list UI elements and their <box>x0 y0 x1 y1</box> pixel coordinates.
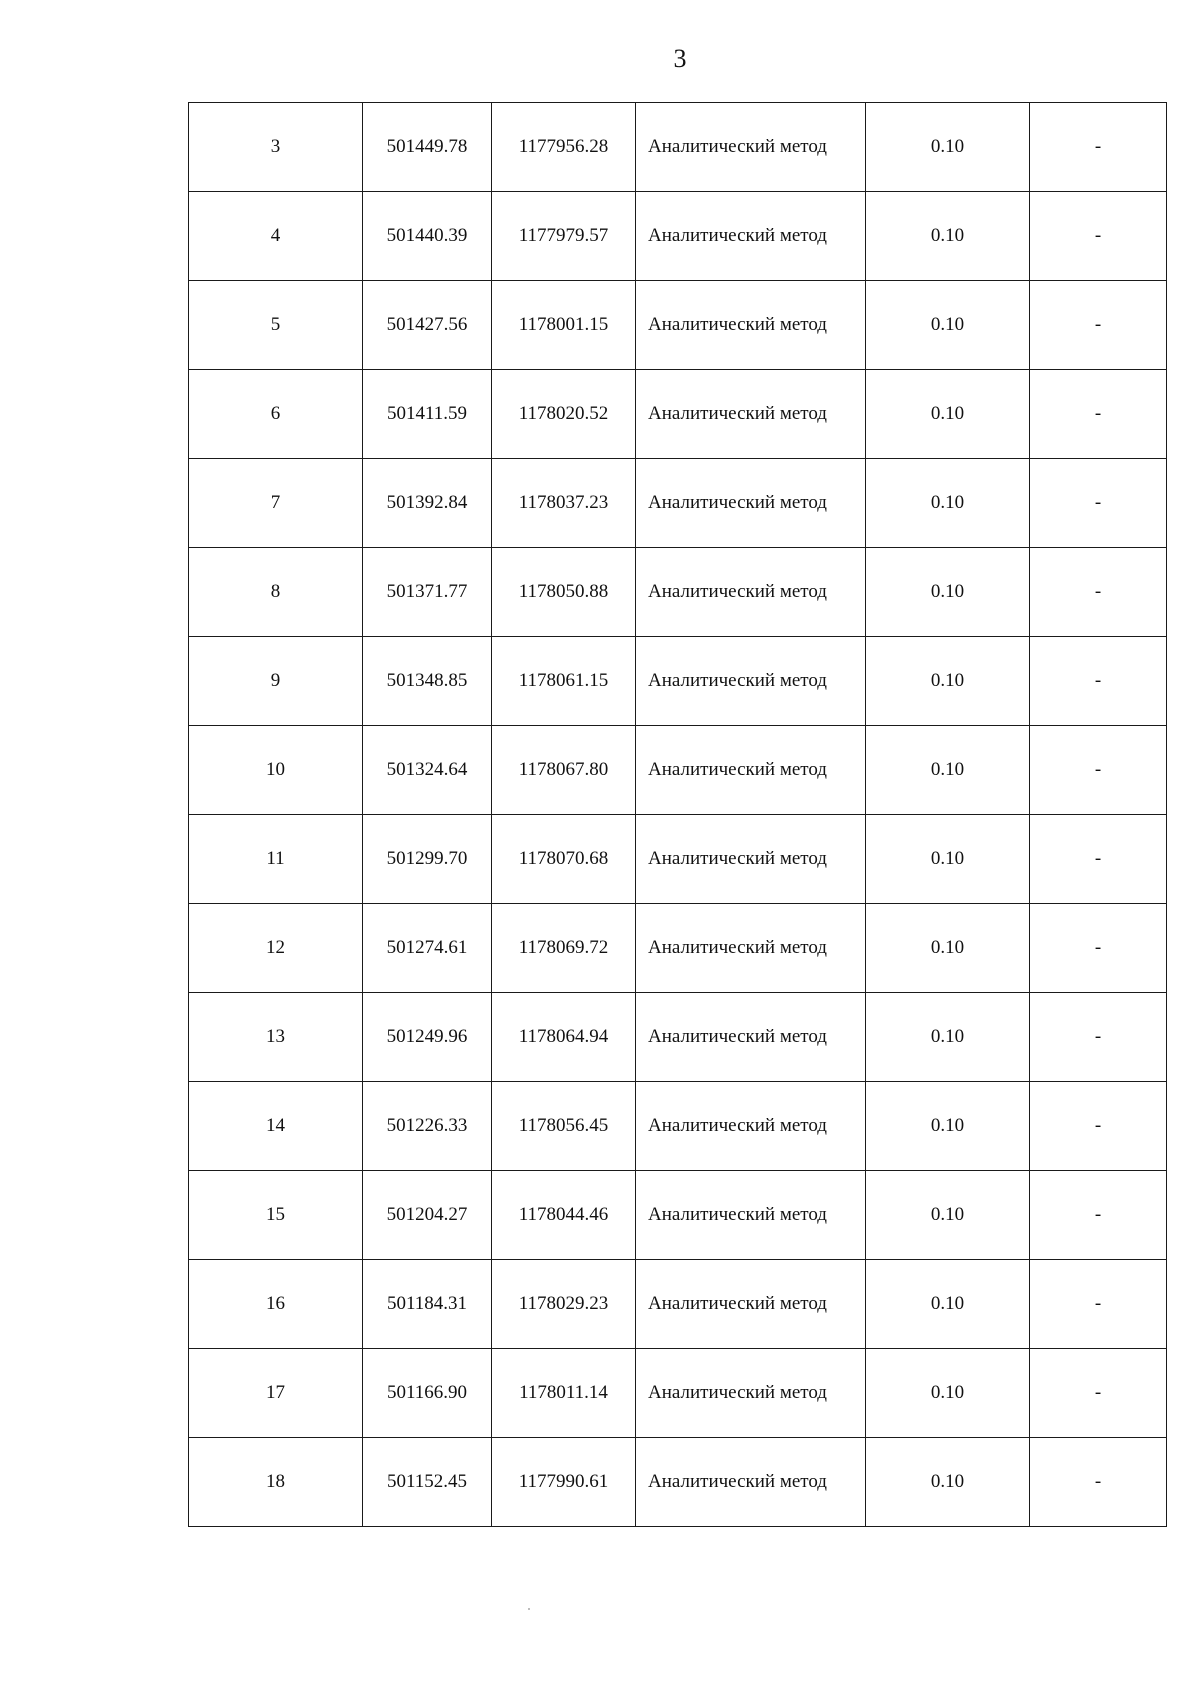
accuracy-cell: 0.10 <box>866 815 1030 904</box>
accuracy-cell: 0.10 <box>866 1438 1030 1527</box>
accuracy-cell: 0.10 <box>866 370 1030 459</box>
method-cell: Аналитический метод <box>636 637 866 726</box>
y-coordinate-cell: 1178029.23 <box>492 1260 636 1349</box>
note-cell: - <box>1030 370 1167 459</box>
y-coordinate-cell: 1178064.94 <box>492 993 636 1082</box>
note-cell: - <box>1030 281 1167 370</box>
table-row <box>189 1171 1167 1260</box>
table-row <box>189 103 1167 192</box>
y-coordinate-cell: 1177956.28 <box>492 103 636 192</box>
point-number-cell: 14 <box>189 1082 363 1171</box>
x-coordinate-cell: 501348.85 <box>363 637 492 726</box>
x-coordinate-cell: 501392.84 <box>363 459 492 548</box>
table-row <box>189 904 1167 993</box>
y-coordinate-cell: 1177979.57 <box>492 192 636 281</box>
x-coordinate-cell: 501184.31 <box>363 1260 492 1349</box>
x-coordinate-cell: 501371.77 <box>363 548 492 637</box>
x-coordinate-cell: 501204.27 <box>363 1171 492 1260</box>
table-row <box>189 370 1167 459</box>
point-number-cell: 12 <box>189 904 363 993</box>
table-row <box>189 548 1167 637</box>
method-cell: Аналитический метод <box>636 815 866 904</box>
y-coordinate-cell: 1178020.52 <box>492 370 636 459</box>
coordinates-table <box>188 102 1167 1527</box>
accuracy-cell: 0.10 <box>866 192 1030 281</box>
table-row <box>189 281 1167 370</box>
note-cell: - <box>1030 726 1167 815</box>
y-coordinate-cell: 1178037.23 <box>492 459 636 548</box>
point-number-cell: 10 <box>189 726 363 815</box>
table-row <box>189 192 1167 281</box>
table-row <box>189 1082 1167 1171</box>
point-number-cell: 18 <box>189 1438 363 1527</box>
y-coordinate-cell: 1178001.15 <box>492 281 636 370</box>
accuracy-cell: 0.10 <box>866 993 1030 1082</box>
x-coordinate-cell: 501449.78 <box>363 103 492 192</box>
coordinates-table-body <box>189 103 1167 1527</box>
method-cell: Аналитический метод <box>636 726 866 815</box>
accuracy-cell: 0.10 <box>866 103 1030 192</box>
accuracy-cell: 0.10 <box>866 726 1030 815</box>
note-cell: - <box>1030 1260 1167 1349</box>
point-number-cell: 5 <box>189 281 363 370</box>
x-coordinate-cell: 501299.70 <box>363 815 492 904</box>
x-coordinate-cell: 501274.61 <box>363 904 492 993</box>
y-coordinate-cell: 1178050.88 <box>492 548 636 637</box>
point-number-cell: 7 <box>189 459 363 548</box>
point-number-cell: 9 <box>189 637 363 726</box>
point-number-cell: 15 <box>189 1171 363 1260</box>
point-number-cell: 8 <box>189 548 363 637</box>
x-coordinate-cell: 501249.96 <box>363 993 492 1082</box>
method-cell: Аналитический метод <box>636 370 866 459</box>
accuracy-cell: 0.10 <box>866 1082 1030 1171</box>
y-coordinate-cell: 1178069.72 <box>492 904 636 993</box>
accuracy-cell: 0.10 <box>866 1171 1030 1260</box>
note-cell: - <box>1030 1171 1167 1260</box>
table-row <box>189 1349 1167 1438</box>
y-coordinate-cell: 1178044.46 <box>492 1171 636 1260</box>
table-row <box>189 637 1167 726</box>
point-number-cell: 16 <box>189 1260 363 1349</box>
page-number-label: 3 <box>673 44 687 73</box>
method-cell: Аналитический метод <box>636 993 866 1082</box>
y-coordinate-cell: 1178070.68 <box>492 815 636 904</box>
note-cell: - <box>1030 993 1167 1082</box>
accuracy-cell: 0.10 <box>866 548 1030 637</box>
accuracy-cell: 0.10 <box>866 459 1030 548</box>
point-number-cell: 3 <box>189 103 363 192</box>
point-number-cell: 13 <box>189 993 363 1082</box>
table-row <box>189 1438 1167 1527</box>
x-coordinate-cell: 501324.64 <box>363 726 492 815</box>
note-cell: - <box>1030 815 1167 904</box>
x-coordinate-cell: 501411.59 <box>363 370 492 459</box>
accuracy-cell: 0.10 <box>866 904 1030 993</box>
accuracy-cell: 0.10 <box>866 281 1030 370</box>
scan-speck <box>528 1608 530 1610</box>
point-number-cell: 4 <box>189 192 363 281</box>
x-coordinate-cell: 501152.45 <box>363 1438 492 1527</box>
y-coordinate-cell: 1178056.45 <box>492 1082 636 1171</box>
page-number <box>0 44 1200 74</box>
method-cell: Аналитический метод <box>636 1438 866 1527</box>
point-number-cell: 6 <box>189 370 363 459</box>
note-cell: - <box>1030 1349 1167 1438</box>
table-row <box>189 815 1167 904</box>
note-cell: - <box>1030 192 1167 281</box>
method-cell: Аналитический метод <box>636 904 866 993</box>
y-coordinate-cell: 1177990.61 <box>492 1438 636 1527</box>
x-coordinate-cell: 501226.33 <box>363 1082 492 1171</box>
note-cell: - <box>1030 637 1167 726</box>
method-cell: Аналитический метод <box>636 1349 866 1438</box>
method-cell: Аналитический метод <box>636 1082 866 1171</box>
accuracy-cell: 0.10 <box>866 1260 1030 1349</box>
method-cell: Аналитический метод <box>636 1171 866 1260</box>
x-coordinate-cell: 501427.56 <box>363 281 492 370</box>
y-coordinate-cell: 1178061.15 <box>492 637 636 726</box>
point-number-cell: 17 <box>189 1349 363 1438</box>
method-cell: Аналитический метод <box>636 103 866 192</box>
x-coordinate-cell: 501166.90 <box>363 1349 492 1438</box>
table-row <box>189 993 1167 1082</box>
note-cell: - <box>1030 1438 1167 1527</box>
note-cell: - <box>1030 459 1167 548</box>
table-row <box>189 726 1167 815</box>
x-coordinate-cell: 501440.39 <box>363 192 492 281</box>
note-cell: - <box>1030 1082 1167 1171</box>
y-coordinate-cell: 1178011.14 <box>492 1349 636 1438</box>
note-cell: - <box>1030 904 1167 993</box>
method-cell: Аналитический метод <box>636 548 866 637</box>
y-coordinate-cell: 1178067.80 <box>492 726 636 815</box>
note-cell: - <box>1030 103 1167 192</box>
table-row <box>189 1260 1167 1349</box>
method-cell: Аналитический метод <box>636 459 866 548</box>
table-row <box>189 459 1167 548</box>
method-cell: Аналитический метод <box>636 1260 866 1349</box>
note-cell: - <box>1030 548 1167 637</box>
method-cell: Аналитический метод <box>636 281 866 370</box>
point-number-cell: 11 <box>189 815 363 904</box>
accuracy-cell: 0.10 <box>866 1349 1030 1438</box>
method-cell: Аналитический метод <box>636 192 866 281</box>
accuracy-cell: 0.10 <box>866 637 1030 726</box>
